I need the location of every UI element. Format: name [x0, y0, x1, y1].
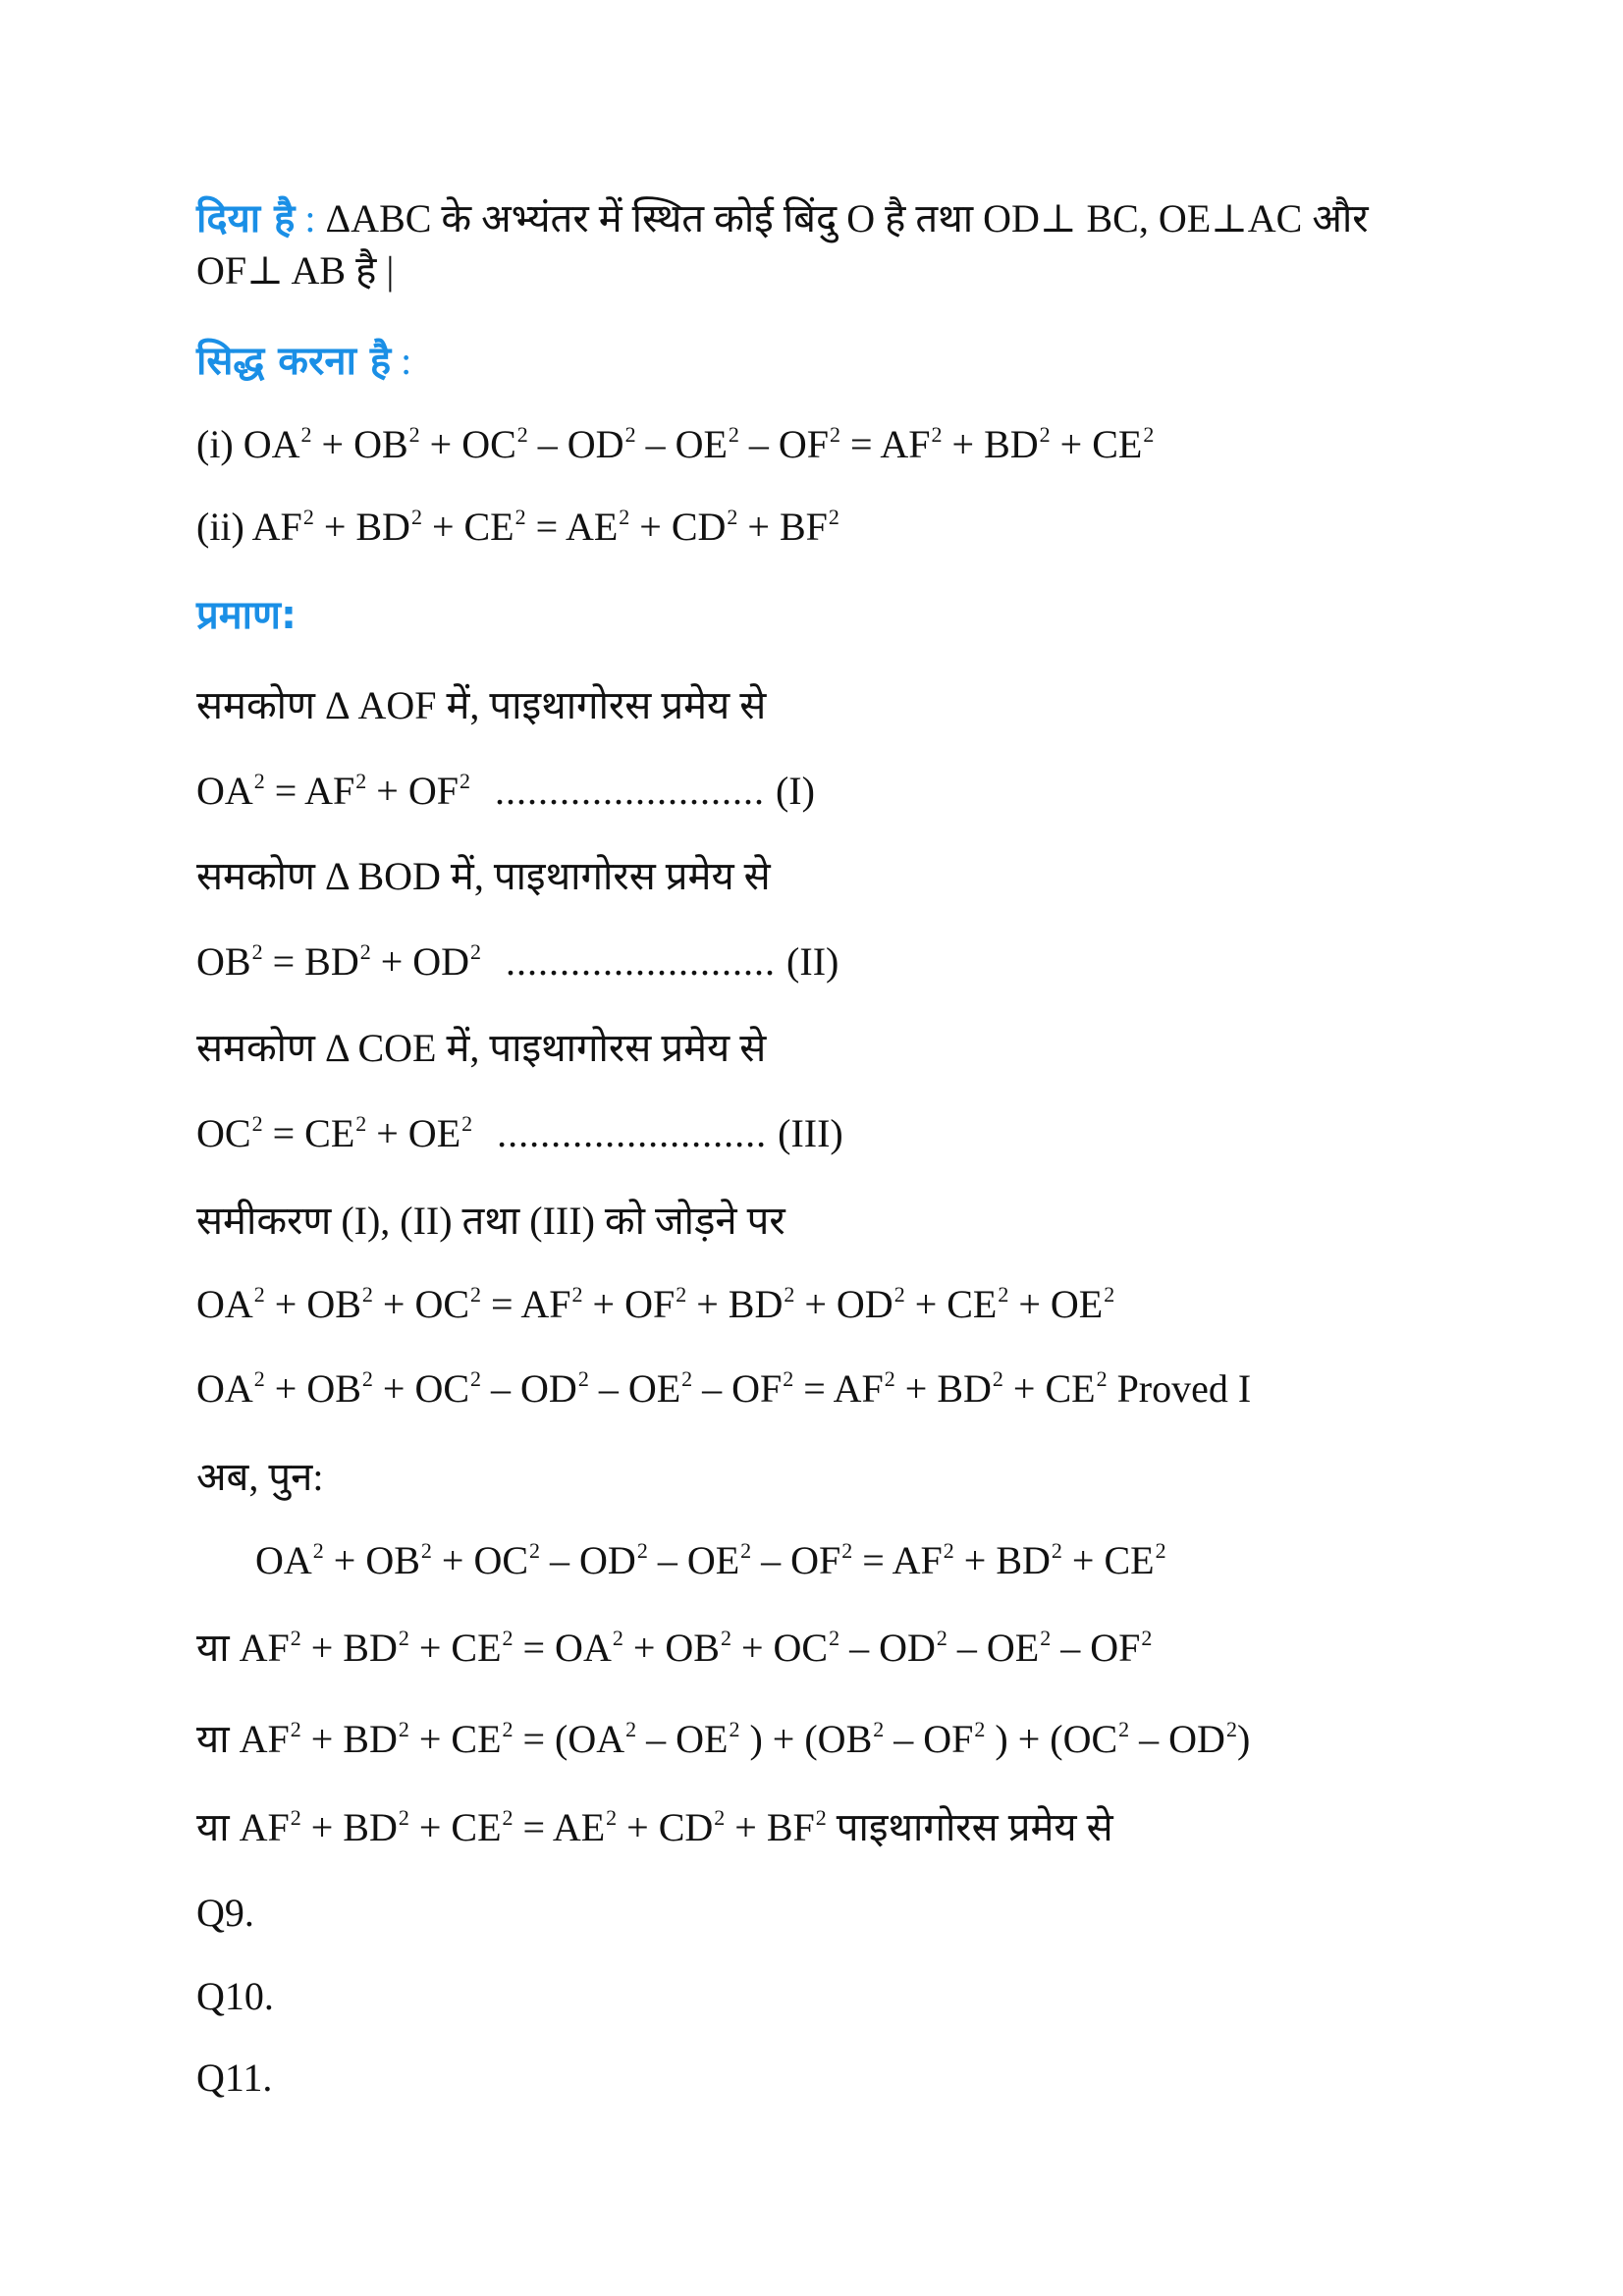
equation-term: + BD: [953, 1538, 1051, 1582]
equation-reference: (I): [775, 769, 815, 813]
equation-dots: .........................: [495, 939, 787, 984]
equation-term: = AF: [793, 1366, 884, 1411]
equation-term: + BF: [737, 505, 828, 549]
equation-restated: $OA^2 + OB^2 + OC^2 - OD^2 - OE^2 - OF^2 = AF^2 + BD^2 + CE^2$: [255, 1537, 1166, 1582]
equation-term: OB: [196, 939, 251, 984]
equation-term: = AF: [264, 769, 355, 813]
equation-term: + OD: [370, 939, 470, 984]
given-heading: दिया है: [196, 196, 296, 241]
equation-term: OA: [196, 1282, 253, 1326]
equation-term: ): [1236, 1717, 1251, 1761]
equation-term: – OE: [588, 1366, 681, 1411]
to-prove-colon: :: [391, 339, 412, 383]
equation-term: OA: [196, 769, 253, 813]
proof-step-again: [196, 1455, 324, 1499]
equation-term: – OD: [1129, 1717, 1225, 1761]
equation-term: = AE: [525, 505, 619, 549]
equation-term: + OB: [622, 1626, 720, 1670]
proof-text: समकोण Δ BOD में, पाइथागोरस प्रमेय से: [196, 854, 771, 898]
proof-heading-line: [196, 593, 297, 638]
proof-step-coe: [196, 1026, 767, 1070]
equation-term: = OA: [513, 1626, 612, 1670]
equation-term: + BD: [894, 1366, 992, 1411]
equation-term: – OD: [527, 422, 624, 466]
equation-term: + CE: [1050, 422, 1143, 466]
equation-term: + OC: [730, 1626, 829, 1670]
question-label: Q11.: [196, 2056, 273, 2100]
equation-term: + BF: [725, 1805, 815, 1849]
given-text-1: ΔABC के अभ्यंतर में स्थित कोई बिंदु O है तथा OD⊥ BC, OE⊥AC और: [325, 196, 1369, 240]
equation-proved-2: या $AF^2 + BD^2 + CE^2 = AE^2 + CD^2 + BF^2$ पाइथागोरस प्रमेय से: [196, 1804, 1113, 1849]
equation-term: + OB: [323, 1538, 420, 1582]
equation-term: + CE: [408, 1626, 502, 1670]
equation-term: + OB: [264, 1282, 361, 1326]
equation-III: $OC^2 = CE^2 + OE^2$ ......................... (III): [196, 1110, 843, 1155]
equation-term: ) + (OC: [985, 1717, 1118, 1761]
to-prove-item-1: (i) $OA^2 + OB^2 + OC^2 - OD^2 - OE^2 - OF^2 = AF^2 + BD^2 + CE^2$: [196, 421, 1155, 466]
question-9: [196, 1891, 254, 1935]
equation-term: + CE: [904, 1282, 998, 1326]
equation-term: – OE: [947, 1626, 1040, 1670]
proof-text: समीकरण (I), (II) तथा (III) को जोड़ने पर: [196, 1199, 785, 1243]
equation-reference: (III): [778, 1111, 843, 1155]
equation-term: = CE: [262, 1111, 355, 1155]
equation-term: + CE: [408, 1805, 502, 1849]
question-label: Q9.: [196, 1891, 254, 1935]
equation-term: + BD: [313, 505, 410, 549]
equation-term: + BD: [300, 1626, 398, 1670]
equation-term: + CD: [629, 505, 727, 549]
equation-term: ) + (OB: [739, 1717, 873, 1761]
equation-term: + OB: [264, 1366, 361, 1411]
proof-text: अब, पुन:: [196, 1455, 324, 1499]
equation-term: = (OA: [513, 1717, 625, 1761]
equation-grouped: या $AF^2 + BD^2 + CE^2 = (OA^2 - OE^2$ ) + ($OB^2 - OF^2$ ) + $(OC^2 - OD^2)$: [196, 1716, 1251, 1761]
equation-dots: .........................: [486, 1111, 779, 1155]
equation-term: – OF: [751, 1538, 841, 1582]
equation-term: + BD: [686, 1282, 784, 1326]
equation-term: AF: [239, 1717, 290, 1761]
equation-term: + OC: [372, 1366, 470, 1411]
equation-term: + OF: [582, 1282, 676, 1326]
proof-step-add: [196, 1201, 785, 1241]
equation-term: + CE: [1061, 1538, 1155, 1582]
equation-term: – OF: [692, 1366, 783, 1411]
equation-term: – OD: [540, 1538, 636, 1582]
equation-II: $OB^2 = BD^2 + OD^2$ ......................... (II): [196, 938, 839, 984]
equation-term: + OF: [366, 769, 459, 813]
equation-dots: .........................: [483, 769, 776, 813]
equation-term: AF: [239, 1626, 290, 1670]
equation-term: + BD: [942, 422, 1039, 466]
equation-term: + CE: [1002, 1366, 1096, 1411]
equation-proved-1: $OA^2 + OB^2 + OC^2 - OD^2 - OE^2 - OF^2 = AF^2 + BD^2 + CE^2$ Proved I: [196, 1365, 1252, 1411]
equation-term: = AF: [481, 1282, 571, 1326]
question-11: [196, 2058, 272, 2098]
equation-term: – OF: [738, 422, 830, 466]
equation-term: – OE: [647, 1538, 740, 1582]
proof-step-bod: [196, 854, 771, 898]
question-10: [196, 1974, 274, 2018]
equation-term: + OC: [431, 1538, 529, 1582]
equation-prefix: या: [196, 1626, 240, 1670]
equation-prefix: (ii): [196, 505, 252, 549]
proof-heading: प्रमाण:: [196, 593, 297, 638]
equation-term: + BD: [300, 1805, 398, 1849]
equation-prefix: या: [196, 1717, 240, 1761]
equation-suffix: Proved I: [1107, 1366, 1252, 1411]
given-line-1: [196, 196, 1369, 241]
equation-reference: (II): [786, 939, 839, 984]
proof-step-aof: [196, 683, 767, 727]
equation-I: $OA^2 = AF^2 + OF^2$ ......................... (I): [196, 768, 815, 813]
given-line-2: [196, 248, 395, 293]
proof-text: समकोण Δ COE में, पाइथागोरस प्रमेय से: [196, 1026, 767, 1070]
equation-term: = AF: [840, 422, 931, 466]
to-prove-item-2: (ii) $AF^2 + BD^2 + CE^2 = AE^2 + CD^2 + BF^2$: [196, 504, 839, 549]
equation-prefix: (i): [196, 422, 243, 466]
equation-term: – OE: [635, 422, 728, 466]
equation-term: + OE: [1008, 1282, 1104, 1326]
proof-text: समकोण Δ AOF में, पाइथागोरस प्रमेय से: [196, 683, 767, 727]
equation-term: – OF: [884, 1717, 974, 1761]
equation-term: + OE: [366, 1111, 461, 1155]
equation-term: + CD: [617, 1805, 714, 1849]
equation-term: + OC: [419, 422, 516, 466]
given-text-2: OF⊥ AB है |: [196, 248, 395, 293]
equation-term: – OE: [636, 1717, 729, 1761]
equation-term: – OF: [1051, 1626, 1141, 1670]
equation-term: = BD: [262, 939, 359, 984]
question-label: Q10.: [196, 1974, 274, 2018]
equation-term: = AF: [852, 1538, 943, 1582]
to-prove-heading-line: [196, 339, 412, 384]
equation-term: + CE: [408, 1717, 502, 1761]
equation-term: = AE: [513, 1805, 606, 1849]
equation-sum: $OA^2 + OB^2 + OC^2 = AF^2 + OF^2 + BD^2 + OD^2 + CE^2 + OE^2$: [196, 1281, 1115, 1326]
equation-rearranged: या $AF^2 + BD^2 + CE^2 = OA^2 + OB^2 + OC^2 - OD^2 - OE^2 - OF^2$: [196, 1625, 1153, 1670]
equation-term: OC: [196, 1111, 251, 1155]
equation-prefix: या: [196, 1805, 240, 1849]
equation-term: OA: [196, 1366, 253, 1411]
given-colon: :: [295, 196, 326, 240]
equation-term: + OC: [372, 1282, 470, 1326]
equation-term: OA: [243, 422, 300, 466]
equation-term: + OB: [311, 422, 408, 466]
equation-term: – OD: [481, 1366, 577, 1411]
equation-term: + BD: [300, 1717, 398, 1761]
equation-term: + CE: [421, 505, 514, 549]
equation-suffix: पाइथागोरस प्रमेय से: [826, 1805, 1113, 1849]
equation-term: AF: [251, 505, 302, 549]
to-prove-heading: सिद्ध करना है: [196, 339, 392, 384]
equation-term: OA: [255, 1538, 312, 1582]
equation-term: – OD: [839, 1626, 936, 1670]
equation-term: AF: [239, 1805, 290, 1849]
equation-term: + OD: [794, 1282, 893, 1326]
